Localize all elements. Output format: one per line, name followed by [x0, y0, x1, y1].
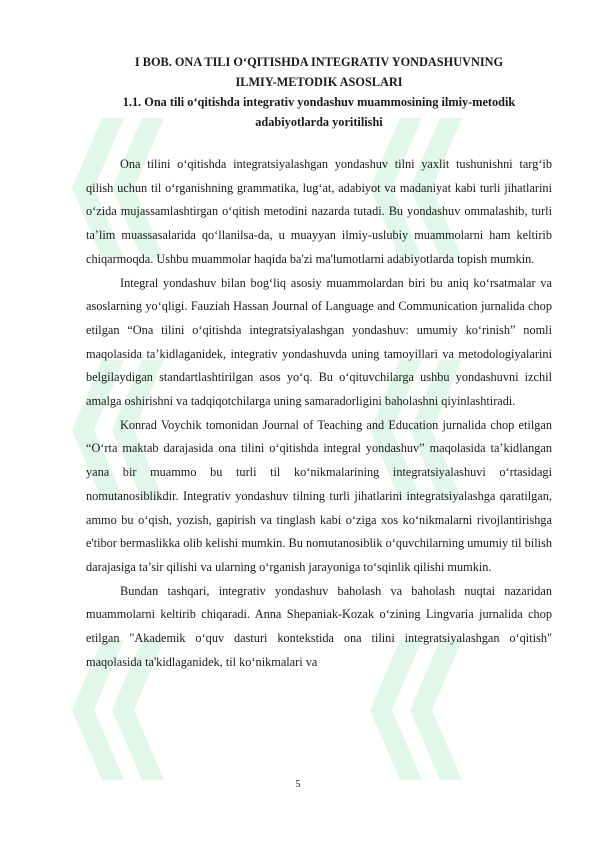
- body-paragraph: Integral yondashuv bilan bog‘liq asosiy muammolardan biri bu aniq ko‘rsatmalar va asoslarning yo‘qligi. Fauziah Hassan Journal of Language and Communication jurnalida chop etilgan “Ona tilini o‘qitishda integratsiyalashgan yondashuv: umumiy ko‘rinish” nomli maqolasida ta’kidlaganidek, integrativ yondashuvda uning tamoyillari va metodologiyalarini belgilaydigan standartlashtirilgan asos yo‘q. Bu o‘qituvchilarga ushbu yondashuvni izchil amalga oshirishni va tadqiqotchilarga uning samaradorligini baholashni qiyinlashtiradi.: [86, 275, 552, 409]
- section-title-line-2: adabiyotlarda yoritilishi: [255, 115, 383, 129]
- page-number: 5: [295, 779, 301, 790]
- body-paragraph: Ona tilini o‘qitishda integratsiyalashgan yondashuv tilni yaxlit tushunishni targ‘ib qilish uchun til o‘rganishning grammatika, lug‘at, adabiyot va madaniyat kabi turli jihatlarini o‘zida mujassamlashtirgan o‘qitish metodini nazarda tutadi. Bu yondashuv ommalashib, turli ta’lim muassasalarida qo‘llanilsa-da, u muayyan ilmiy-uslubiy muammolarni ham keltirib chiqarmoqda. Ushbu muammolar haqida ba'zi ma'lumotlarni adabiyotlarda topish mumkin.: [86, 157, 552, 266]
- chapter-title-line-2: ILMIY-METODIK ASOSLARI: [235, 75, 403, 89]
- section-title-line-1: 1.1. Ona tili o‘qitishda integrativ yondashuv muammosining ilmiy-metodik: [122, 95, 516, 109]
- document-page: [86, 52, 552, 674]
- body-paragraph: Bundan tashqari, integrativ yondashuv baholash va baholash nuqtai nazaridan muammolarni keltirib chiqaradi. Anna Shepaniak-Kozak o‘zining Lingvaria jurnalida chop etilgan "Akademik o‘quv dasturi kontekstida ona tilini integratsiyalashgan o‘qitish" maqolasida ta'kidlaganidek, til ko‘nikmalari va: [86, 583, 552, 669]
- chapter-title-line-1: I BOB. ONA TILI O‘QITISHDA INTEGRATIV YONDASHUVNING: [134, 55, 504, 69]
- body-paragraph: Konrad Voychik tomonidan Journal of Teaching and Education jurnalida chop etilgan “O‘rta maktab darajasida ona tilini o‘qitishda integral yondashuv” maqolasida ta’kidlangan yana bir muammo bu turli til ko‘nikmalarining integratsiyalashuvi o‘rtasidagi nomutanosiblikdir. Integrativ yondashuv tilning turli jihatlarini integratsiyalashga qaratilgan, ammo bu o‘qish, yozish, gapirish va tinglash kabi o‘ziga xos ko‘nikmalarni rivojlantirishga e'tibor bermaslikka olib kelishi mumkin. Bu nomutanosiblik o‘quvchilarning umumiy til bilish darajasiga ta’sir qilishi va ularning o‘rganish jarayoniga to‘sqinlik qilishi mumkin.: [86, 417, 552, 574]
